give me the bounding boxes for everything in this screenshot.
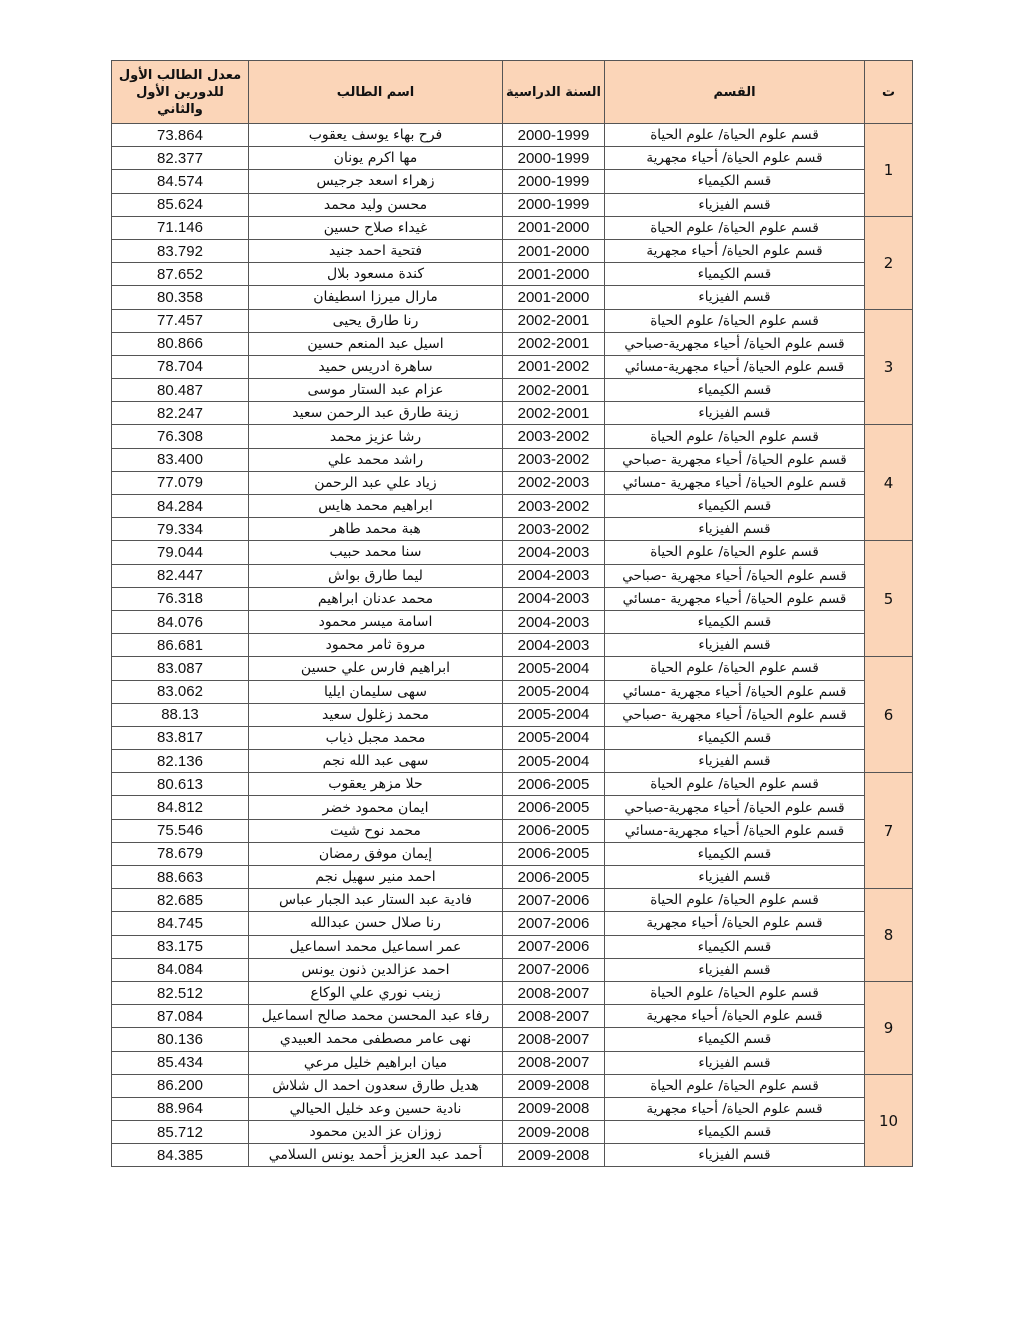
academic-year-cell: 2002-2001 — [503, 332, 605, 355]
student-name-cell: اسامة ميسر محمود — [249, 610, 503, 633]
average-cell: 80.613 — [112, 773, 249, 796]
average-cell: 87.652 — [112, 263, 249, 286]
average-cell: 84.745 — [112, 912, 249, 935]
student-name-cell: سنا محمد حبيب — [249, 541, 503, 564]
average-cell: 80.136 — [112, 1028, 249, 1051]
table-row — [112, 518, 913, 541]
student-name-cell: محسن وليد محمد — [249, 193, 503, 216]
department-cell: قسم علوم الحياة/ علوم الحياة — [605, 773, 865, 796]
department-cell: قسم علوم الحياة/ علوم الحياة — [605, 425, 865, 448]
group-number: 6 — [865, 657, 913, 773]
average-cell: 82.247 — [112, 402, 249, 425]
student-name-cell: فادية عبد الستار عبد الجبار عباس — [249, 889, 503, 912]
student-name-cell: مها اكرم يونان — [249, 147, 503, 170]
student-name-cell: هديل طارق سعدون احمد ال شلاش — [249, 1074, 503, 1097]
average-cell: 88.13 — [112, 703, 249, 726]
student-name-cell: عمر اسماعيل محمد اسماعيل — [249, 935, 503, 958]
student-name-cell: فرح بهاء يوسف يعقوب — [249, 124, 503, 147]
table-row — [112, 216, 913, 239]
average-cell: 84.385 — [112, 1144, 249, 1167]
table-row — [112, 286, 913, 309]
table-row — [112, 124, 913, 147]
department-cell: قسم الفيزياء — [605, 518, 865, 541]
academic-year-cell: 2006-2005 — [503, 796, 605, 819]
academic-year-cell: 2000-1999 — [503, 193, 605, 216]
table-row — [112, 1144, 913, 1167]
student-name-cell: مارال ميرزا اسطيفان — [249, 286, 503, 309]
header-name: اسم الطالب — [249, 61, 503, 124]
average-cell: 79.044 — [112, 541, 249, 564]
department-cell: قسم الفيزياء — [605, 1051, 865, 1074]
student-name-cell: زهراء اسعد جرجيس — [249, 170, 503, 193]
header-year: السنة الدراسية — [503, 61, 605, 124]
academic-year-cell: 2007-2006 — [503, 912, 605, 935]
average-cell: 85.434 — [112, 1051, 249, 1074]
average-cell: 75.546 — [112, 819, 249, 842]
academic-year-cell: 2001-2000 — [503, 263, 605, 286]
academic-year-cell: 2005-2004 — [503, 657, 605, 680]
department-cell: قسم الكيمياء — [605, 495, 865, 518]
department-cell: قسم علوم الحياة/ أحياء مجهرية — [605, 1005, 865, 1028]
department-cell: قسم علوم الحياة/ علوم الحياة — [605, 889, 865, 912]
average-cell: 84.574 — [112, 170, 249, 193]
department-cell: قسم علوم الحياة/ أحياء مجهرية — [605, 147, 865, 170]
academic-year-cell: 2002-2001 — [503, 402, 605, 425]
table-row — [112, 1005, 913, 1028]
student-name-cell: ليما طارق بواش — [249, 564, 503, 587]
group-number: 1 — [865, 124, 913, 217]
academic-year-cell: 2008-2007 — [503, 1005, 605, 1028]
department-cell: قسم الفيزياء — [605, 193, 865, 216]
department-cell: قسم علوم الحياة/ أحياء مجهرية -صباحي — [605, 448, 865, 471]
department-cell: قسم الكيمياء — [605, 263, 865, 286]
academic-year-cell: 2009-2008 — [503, 1144, 605, 1167]
student-name-cell: فتحية احمد جنيد — [249, 239, 503, 262]
average-cell: 83.792 — [112, 239, 249, 262]
student-name-cell: كندة مسعود بلال — [249, 263, 503, 286]
student-name-cell: محمد زغلول سعيد — [249, 703, 503, 726]
department-cell: قسم علوم الحياة/ أحياء مجهرية -صباحي — [605, 703, 865, 726]
department-cell: قسم علوم الحياة/ علوم الحياة — [605, 657, 865, 680]
academic-year-cell: 2003-2002 — [503, 518, 605, 541]
student-name-cell: احمد عزالدين ذنون يونس — [249, 958, 503, 981]
average-cell: 84.812 — [112, 796, 249, 819]
academic-year-cell: 2002-2001 — [503, 379, 605, 402]
department-cell: قسم الكيمياء — [605, 1121, 865, 1144]
student-name-cell: هبة محمد طاهر — [249, 518, 503, 541]
academic-year-cell: 2008-2007 — [503, 1051, 605, 1074]
group-number: 9 — [865, 981, 913, 1074]
student-name-cell: نهى عامر مصطفى محمد العبيدي — [249, 1028, 503, 1051]
table-row — [112, 263, 913, 286]
academic-year-cell: 2005-2004 — [503, 703, 605, 726]
average-cell: 76.318 — [112, 587, 249, 610]
department-cell: قسم علوم الحياة/ أحياء مجهرية -مسائي — [605, 587, 865, 610]
department-cell: قسم علوم الحياة/ أحياء مجهرية-مسائي — [605, 355, 865, 378]
header-avg: معدل الطالب الأول للدورين الأول والثاني — [112, 61, 249, 124]
table-row — [112, 170, 913, 193]
academic-year-cell: 2006-2005 — [503, 842, 605, 865]
average-cell: 77.457 — [112, 309, 249, 332]
average-cell: 71.146 — [112, 216, 249, 239]
table-row — [112, 193, 913, 216]
department-cell: قسم علوم الحياة/ أحياء مجهرية-صباحي — [605, 796, 865, 819]
student-name-cell: عزام عبد الستار موسى — [249, 379, 503, 402]
average-cell: 88.964 — [112, 1097, 249, 1120]
average-cell: 84.284 — [112, 495, 249, 518]
average-cell: 73.864 — [112, 124, 249, 147]
department-cell: قسم الفيزياء — [605, 750, 865, 773]
student-name-cell: زياد علي عبد الرحمن — [249, 471, 503, 494]
department-cell: قسم الفيزياء — [605, 286, 865, 309]
average-cell: 82.377 — [112, 147, 249, 170]
academic-year-cell: 2006-2005 — [503, 773, 605, 796]
table-body — [112, 124, 913, 1167]
top-students-table — [111, 60, 913, 1167]
academic-year-cell: 2007-2006 — [503, 889, 605, 912]
academic-year-cell: 2003-2002 — [503, 495, 605, 518]
department-cell: قسم علوم الحياة/ أحياء مجهرية-مسائي — [605, 819, 865, 842]
academic-year-cell: 2004-2003 — [503, 587, 605, 610]
student-name-cell: ايمان محمود خضر — [249, 796, 503, 819]
average-cell: 83.400 — [112, 448, 249, 471]
academic-year-cell: 2001-2000 — [503, 239, 605, 262]
academic-year-cell: 2009-2008 — [503, 1097, 605, 1120]
department-cell: قسم علوم الحياة/ أحياء مجهرية — [605, 239, 865, 262]
department-cell: قسم الكيمياء — [605, 170, 865, 193]
table-row — [112, 448, 913, 471]
average-cell: 78.704 — [112, 355, 249, 378]
table-row — [112, 680, 913, 703]
department-cell: قسم علوم الحياة/ علوم الحياة — [605, 309, 865, 332]
average-cell: 76.308 — [112, 425, 249, 448]
department-cell: قسم علوم الحياة/ أحياء مجهرية -صباحي — [605, 564, 865, 587]
table-row — [112, 1097, 913, 1120]
table-row — [112, 912, 913, 935]
department-cell: قسم علوم الحياة/ أحياء مجهرية -مسائي — [605, 471, 865, 494]
average-cell: 82.512 — [112, 981, 249, 1004]
student-name-cell: احمد منير سهيل نجم — [249, 866, 503, 889]
academic-year-cell: 2001-2000 — [503, 216, 605, 239]
academic-year-cell: 2007-2006 — [503, 935, 605, 958]
student-name-cell: محمد مجبل ذياب — [249, 726, 503, 749]
table-row — [112, 726, 913, 749]
table-row — [112, 634, 913, 657]
academic-year-cell: 2004-2003 — [503, 634, 605, 657]
academic-year-cell: 2009-2008 — [503, 1074, 605, 1097]
table-row — [112, 935, 913, 958]
table-row — [112, 564, 913, 587]
department-cell: قسم الكيمياء — [605, 379, 865, 402]
average-cell: 82.685 — [112, 889, 249, 912]
table-row — [112, 239, 913, 262]
table-row — [112, 495, 913, 518]
student-name-cell: غيداء صلاح حسين — [249, 216, 503, 239]
table-row — [112, 842, 913, 865]
academic-year-cell: 2006-2005 — [503, 819, 605, 842]
academic-year-cell: 2007-2006 — [503, 958, 605, 981]
table-row — [112, 1074, 913, 1097]
average-cell: 78.679 — [112, 842, 249, 865]
average-cell: 82.136 — [112, 750, 249, 773]
student-name-cell: سهى عبد الله نجم — [249, 750, 503, 773]
student-name-cell: سهى سليمان ايليا — [249, 680, 503, 703]
table-row — [112, 587, 913, 610]
average-cell: 80.487 — [112, 379, 249, 402]
table-row — [112, 355, 913, 378]
academic-year-cell: 2002-2001 — [503, 309, 605, 332]
group-number: 8 — [865, 889, 913, 982]
department-cell: قسم علوم الحياة/ أحياء مجهرية -مسائي — [605, 680, 865, 703]
student-name-cell: ساهرة ادريس حميد — [249, 355, 503, 378]
table-row — [112, 379, 913, 402]
department-cell: قسم علوم الحياة/ علوم الحياة — [605, 216, 865, 239]
average-cell: 87.084 — [112, 1005, 249, 1028]
department-cell: قسم الكيمياء — [605, 1028, 865, 1051]
table-row — [112, 309, 913, 332]
header-row — [112, 61, 913, 124]
department-cell: قسم علوم الحياة/ علوم الحياة — [605, 541, 865, 564]
academic-year-cell: 2009-2008 — [503, 1121, 605, 1144]
average-cell: 88.663 — [112, 866, 249, 889]
table-row — [112, 425, 913, 448]
academic-year-cell: 2000-1999 — [503, 147, 605, 170]
department-cell: قسم الكيمياء — [605, 610, 865, 633]
department-cell: قسم الفيزياء — [605, 634, 865, 657]
table-row — [112, 1121, 913, 1144]
student-name-cell: ميان ابراهيم خليل مرعي — [249, 1051, 503, 1074]
table-row — [112, 981, 913, 1004]
table-row — [112, 958, 913, 981]
academic-year-cell: 2001-2000 — [503, 286, 605, 309]
table-row — [112, 402, 913, 425]
student-name-cell: محمد عدنان ابراهيم — [249, 587, 503, 610]
department-cell: قسم علوم الحياة/ علوم الحياة — [605, 124, 865, 147]
table-row — [112, 773, 913, 796]
academic-year-cell: 2008-2007 — [503, 1028, 605, 1051]
academic-year-cell: 2008-2007 — [503, 981, 605, 1004]
department-cell: قسم علوم الحياة/ علوم الحياة — [605, 981, 865, 1004]
department-cell: قسم علوم الحياة/ أحياء مجهرية — [605, 912, 865, 935]
department-cell: قسم الكيمياء — [605, 842, 865, 865]
group-number: 3 — [865, 309, 913, 425]
academic-year-cell: 2000-1999 — [503, 124, 605, 147]
department-cell: قسم الفيزياء — [605, 958, 865, 981]
group-number: 4 — [865, 425, 913, 541]
average-cell: 86.681 — [112, 634, 249, 657]
table-row — [112, 147, 913, 170]
group-number: 7 — [865, 773, 913, 889]
average-cell: 83.817 — [112, 726, 249, 749]
table-row — [112, 866, 913, 889]
academic-year-cell: 2000-1999 — [503, 170, 605, 193]
table-row — [112, 332, 913, 355]
table-row — [112, 1028, 913, 1051]
student-name-cell: ابراهيم محمد هايس — [249, 495, 503, 518]
group-number: 2 — [865, 216, 913, 309]
student-name-cell: رشا عزيز محمد — [249, 425, 503, 448]
average-cell: 85.624 — [112, 193, 249, 216]
academic-year-cell: 2005-2004 — [503, 750, 605, 773]
average-cell: 77.079 — [112, 471, 249, 494]
table-row — [112, 610, 913, 633]
table-row — [112, 750, 913, 773]
department-cell: قسم علوم الحياة/ أحياء مجهرية-صباحي — [605, 332, 865, 355]
average-cell: 80.866 — [112, 332, 249, 355]
header-dept: القسم — [605, 61, 865, 124]
student-name-cell: رنا طارق يحيى — [249, 309, 503, 332]
academic-year-cell: 2006-2005 — [503, 866, 605, 889]
table-row — [112, 541, 913, 564]
table-row — [112, 657, 913, 680]
table-row — [112, 1051, 913, 1074]
average-cell: 83.062 — [112, 680, 249, 703]
department-cell: قسم علوم الحياة/ أحياء مجهرية — [605, 1097, 865, 1120]
academic-year-cell: 2003-2002 — [503, 425, 605, 448]
average-cell: 84.084 — [112, 958, 249, 981]
student-name-cell: زينب نوري علي الوكاع — [249, 981, 503, 1004]
table-row — [112, 889, 913, 912]
student-name-cell: مروة ثامر محمود — [249, 634, 503, 657]
student-name-cell: رفاء عبد المحسن محمد صالح اسماعيل — [249, 1005, 503, 1028]
student-name-cell: إيمان موفق رمضان — [249, 842, 503, 865]
academic-year-cell: 2002-2003 — [503, 471, 605, 494]
average-cell: 86.200 — [112, 1074, 249, 1097]
table-row — [112, 703, 913, 726]
average-cell: 84.076 — [112, 610, 249, 633]
student-name-cell: حلا مزهر يعقوب — [249, 773, 503, 796]
table-row — [112, 796, 913, 819]
department-cell: قسم الفيزياء — [605, 402, 865, 425]
department-cell: قسم الكيمياء — [605, 935, 865, 958]
average-cell: 85.712 — [112, 1121, 249, 1144]
department-cell: قسم علوم الحياة/ علوم الحياة — [605, 1074, 865, 1097]
student-name-cell: محمد نوح شيت — [249, 819, 503, 842]
academic-year-cell: 2005-2004 — [503, 680, 605, 703]
student-name-cell: ابراهيم فارس علي حسين — [249, 657, 503, 680]
academic-year-cell: 2003-2002 — [503, 448, 605, 471]
student-name-cell: نادية حسين وعد خليل الحيالي — [249, 1097, 503, 1120]
average-cell: 79.334 — [112, 518, 249, 541]
department-cell: قسم الفيزياء — [605, 1144, 865, 1167]
average-cell: 83.175 — [112, 935, 249, 958]
student-name-cell: اسيل عبد المنعم حسين — [249, 332, 503, 355]
average-cell: 82.447 — [112, 564, 249, 587]
student-name-cell: زوزان عز الدين محمود — [249, 1121, 503, 1144]
header-num: ت — [865, 61, 913, 124]
group-number: 5 — [865, 541, 913, 657]
average-cell: 80.358 — [112, 286, 249, 309]
table-row — [112, 819, 913, 842]
academic-year-cell: 2004-2003 — [503, 610, 605, 633]
group-number: 10 — [865, 1074, 913, 1167]
academic-year-cell: 2005-2004 — [503, 726, 605, 749]
department-cell: قسم الفيزياء — [605, 866, 865, 889]
academic-year-cell: 2004-2003 — [503, 564, 605, 587]
student-name-cell: رنا صلال حسن عبدالله — [249, 912, 503, 935]
average-cell: 83.087 — [112, 657, 249, 680]
student-name-cell: راشد محمد علي — [249, 448, 503, 471]
academic-year-cell: 2001-2002 — [503, 355, 605, 378]
department-cell: قسم الكيمياء — [605, 726, 865, 749]
student-name-cell: زينة طارق عبد الرحمن سعيد — [249, 402, 503, 425]
table-row — [112, 471, 913, 494]
academic-year-cell: 2004-2003 — [503, 541, 605, 564]
student-name-cell: أحمد عبد العزيز أحمد يونس السلامي — [249, 1144, 503, 1167]
